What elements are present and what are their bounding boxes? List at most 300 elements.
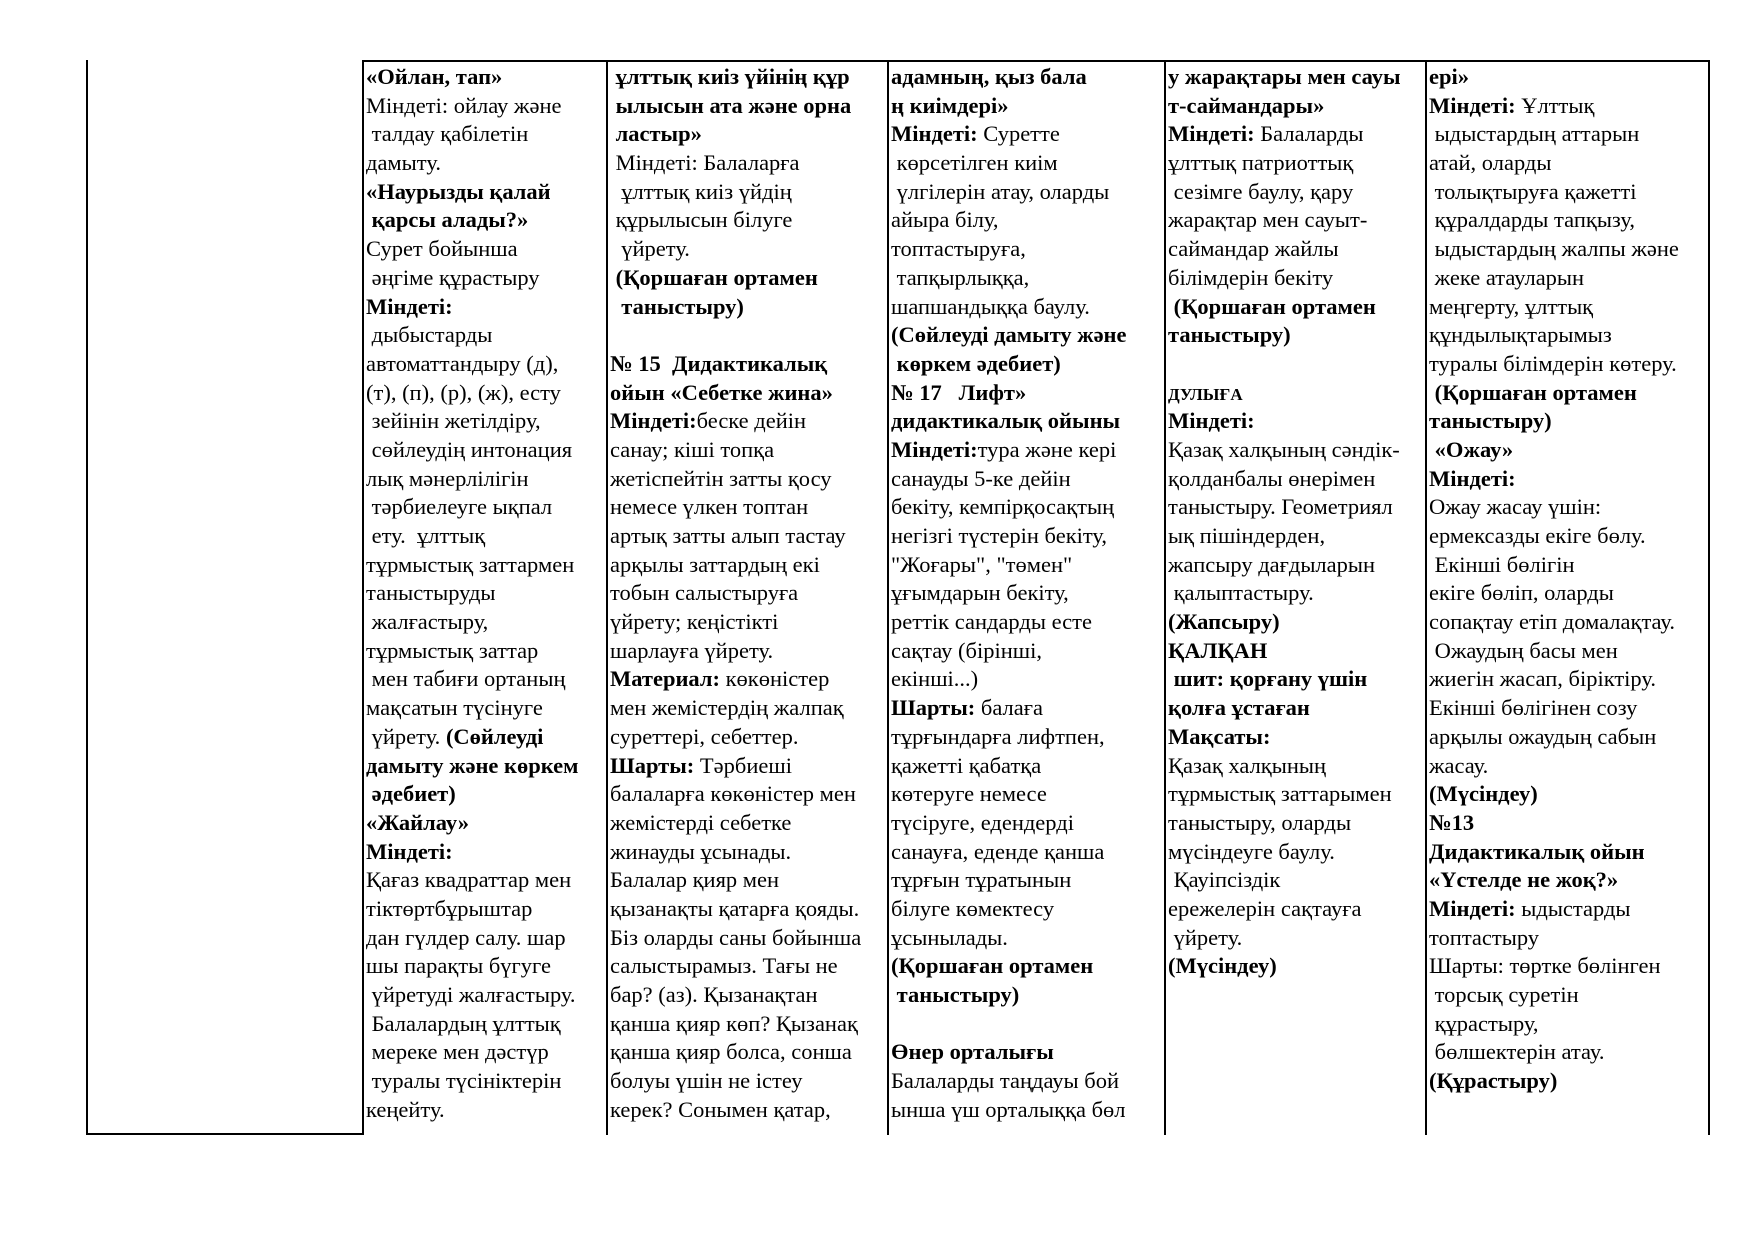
text-line [610, 981, 887, 1010]
text: талдау қабілетін [366, 121, 529, 147]
text-line [891, 1067, 1164, 1096]
text: таныстыруды [366, 580, 496, 606]
bold-text: Міндеті: [610, 408, 697, 434]
text-line [366, 551, 606, 580]
text-line [366, 952, 606, 981]
bold-text: адамның, қыз бала [891, 64, 1087, 89]
text: Қазақ халқының [1168, 752, 1327, 778]
text-line [1429, 149, 1708, 178]
text: тұрмыстық заттарымен [1168, 781, 1392, 807]
text-line [366, 264, 606, 293]
text: ету. ұлттық [366, 523, 486, 548]
bold-text: Міндеті: [1429, 895, 1522, 921]
bold-text: ластыр» [610, 121, 702, 147]
text: шапшандыққа баулу. [891, 293, 1090, 319]
text-line [366, 407, 606, 436]
text-line [1429, 120, 1708, 149]
text-line [366, 522, 606, 551]
text: реттік сандарды есте [891, 609, 1092, 635]
text-line [1429, 895, 1708, 924]
text-line [366, 637, 606, 666]
text: жалғастыру, [366, 609, 489, 635]
text: айыра білу, [891, 207, 999, 233]
text-line [366, 838, 606, 867]
text: топтастыруға, [891, 236, 1026, 262]
text: жарақтар мен сауыт- [1168, 207, 1368, 233]
text-line [1429, 92, 1708, 121]
bold-text: Өнер орталығы [891, 1039, 1054, 1065]
bold-text: ері» [1429, 64, 1470, 89]
text: тұрғындарға лифтпен, [891, 723, 1105, 749]
text: зейінін жетілдіру, [366, 408, 541, 434]
bold-text: Міндеті: [366, 838, 453, 864]
schedule-table [86, 60, 1711, 1135]
text-line [891, 235, 1164, 264]
text: бекіту, кемпірқосақтың [891, 494, 1115, 520]
text-line [1168, 178, 1425, 207]
column-divider [1425, 60, 1427, 1135]
bold-text: Міндеті: [891, 436, 978, 462]
text-line [1429, 206, 1708, 235]
bold-text: №13 [1429, 809, 1475, 835]
bold-text: таныстыру) [1168, 322, 1291, 348]
bold-text: ДУЛЫҒА [1168, 384, 1243, 404]
text: сөйлеудің интонация [366, 436, 573, 462]
text: туралы түсініктерін [366, 1068, 562, 1094]
text-line [366, 924, 606, 953]
text: суреттері, себеттер. [610, 723, 799, 749]
text: санауды 5-ке дейін [891, 465, 1071, 491]
text-line [1429, 178, 1708, 207]
text-line [610, 465, 887, 494]
bold-text: ойын «Себетке жина» [610, 379, 833, 405]
text: Сурет бойынша [366, 236, 518, 262]
text-line [610, 1038, 887, 1067]
text: "Жоғары", "төмен" [891, 551, 1073, 577]
table-border-right [1708, 60, 1710, 1135]
table-border-top [362, 60, 1710, 62]
text: Суретте [983, 121, 1060, 147]
text: дан гүлдер салу. шар [366, 924, 566, 950]
text-line [891, 436, 1164, 465]
text-line [891, 1010, 1164, 1039]
text-line [366, 866, 606, 895]
text-line [610, 493, 887, 522]
text-line [366, 694, 606, 723]
text-line [1429, 665, 1708, 694]
text-line [1429, 436, 1708, 465]
text: ұлттық патриоттық [1168, 150, 1354, 176]
text-line [891, 63, 1164, 92]
text-line [1429, 579, 1708, 608]
text-line [610, 924, 887, 953]
bold-text: ұлттық киіз үйінің құр [610, 64, 850, 89]
text: санауға, еденде қанша [891, 838, 1105, 864]
text-line [891, 665, 1164, 694]
text-line [1429, 321, 1708, 350]
text-line [366, 206, 606, 235]
text-line [1429, 1067, 1708, 1096]
text: үлгілерін атау, оларды [891, 178, 1110, 204]
text: Шарты: төртке бөлінген [1429, 953, 1661, 979]
text: үйрету; кеңістікті [610, 609, 779, 635]
text-line [1168, 293, 1425, 322]
text-line [891, 752, 1164, 781]
text-line [891, 866, 1164, 895]
text-line [1168, 206, 1425, 235]
text: тапқырлыққа, [891, 264, 1030, 290]
text-line [610, 63, 887, 92]
bold-text: (Сөйлеуді дамыту және [891, 322, 1127, 348]
text: Ожау жасау үшін: [1429, 494, 1602, 520]
text-line [891, 838, 1164, 867]
bold-text: № 17 Лифт» [891, 379, 1027, 405]
text-line [891, 206, 1164, 235]
text-line [1429, 780, 1708, 809]
text: құрылысын білуге [610, 207, 793, 233]
text: лық мәнерлілігін [366, 465, 529, 491]
text-line [1168, 264, 1425, 293]
day-column-1 [366, 63, 606, 1133]
text: тобын салыстыруға [610, 580, 799, 606]
text: сақтау (бірінші, [891, 637, 1042, 663]
text: топтастыру [1429, 924, 1540, 950]
text: қолданбалы өнерімен [1168, 465, 1376, 491]
text: Біз оларды саны бойынша [610, 924, 862, 950]
text-line [610, 895, 887, 924]
text: Қауіпсіздік [1168, 867, 1281, 893]
text: үйрету. [610, 236, 690, 262]
text: ыдыстардың аттарын [1429, 121, 1640, 147]
bold-text: таныстыру) [891, 982, 1020, 1007]
text: жасау. [1429, 752, 1489, 778]
text: Балалар қияр мен [610, 867, 780, 893]
bold-text: (Қоршаған ортамен [610, 264, 818, 290]
text-line [610, 608, 887, 637]
text: тіктөртбұрыштар [366, 895, 533, 921]
text-line [891, 924, 1164, 953]
text-line [1168, 752, 1425, 781]
text-line [366, 1067, 606, 1096]
text-line [610, 149, 887, 178]
text-line [1429, 293, 1708, 322]
text-line [610, 1067, 887, 1096]
bold-text: Міндеті: [366, 293, 453, 319]
text-line [1429, 465, 1708, 494]
text-line [891, 952, 1164, 981]
text: Екінші бөлігін [1429, 551, 1575, 577]
text-line [610, 838, 887, 867]
bold-text: ҚАЛҚАН [1168, 637, 1268, 663]
text-line [1429, 838, 1708, 867]
text-line [1168, 608, 1425, 637]
text-line [891, 694, 1164, 723]
text-line [891, 350, 1164, 379]
bold-text: (Қоршаған ортамен [891, 953, 1094, 979]
text-line [366, 149, 606, 178]
text-line [891, 780, 1164, 809]
text-line [1168, 436, 1425, 465]
text-line [1429, 493, 1708, 522]
text-line [366, 579, 606, 608]
text-line [1429, 924, 1708, 953]
text: Ұлттық [1521, 92, 1595, 118]
text-line [610, 665, 887, 694]
day-column-2 [610, 63, 887, 1133]
text: негізгі түстерін бекіту, [891, 523, 1108, 548]
text: таныстыру, оларды [1168, 809, 1352, 835]
text: тұрғын тұратынын [891, 867, 1072, 893]
bold-text: таныстыру) [1429, 408, 1552, 434]
text: Қазақ халқының сәндік- [1168, 436, 1400, 462]
bold-text: Дидактикалық ойын [1429, 838, 1645, 864]
text-line [1168, 723, 1425, 752]
text-line [1168, 838, 1425, 867]
text-line [610, 723, 887, 752]
text-line [366, 895, 606, 924]
bold-text: көркем әдебиет) [891, 350, 1061, 376]
bold-text: Шарты: [610, 752, 700, 778]
text: балаларға көкөністер мен [610, 781, 856, 807]
column-divider [362, 60, 364, 1135]
text-line [610, 350, 887, 379]
text: (т), (п), (р), (ж), есту [366, 379, 561, 405]
bold-text: «Жайлау» [366, 809, 469, 835]
text-line [1168, 522, 1425, 551]
text-line [1429, 694, 1708, 723]
text-line [610, 120, 887, 149]
text: екіге бөліп, оларды [1429, 580, 1614, 606]
text: немесе үлкен топтан [610, 494, 809, 520]
text-line [1429, 952, 1708, 981]
bold-text: (Жапсыру) [1168, 609, 1280, 635]
text-line [366, 92, 606, 121]
text-line [891, 1096, 1164, 1125]
text-line [366, 178, 606, 207]
text-line [891, 1038, 1164, 1067]
bold-text: «Наурызды қалай [366, 178, 551, 204]
text: балаға [980, 695, 1043, 721]
text: қалыптастыру. [1168, 580, 1314, 606]
text-line [366, 665, 606, 694]
bold-text: (Қоршаған ортамен [1429, 379, 1637, 405]
text-line [1168, 493, 1425, 522]
text-line [610, 293, 887, 322]
bold-text: Шарты: [891, 695, 981, 721]
bold-text: (Сөйлеуді [445, 723, 544, 749]
text-line [610, 866, 887, 895]
text-line [1429, 63, 1708, 92]
text: шы парақты бүгуге [366, 953, 551, 979]
text-line [610, 407, 887, 436]
text: салыстырамыз. Тағы не [610, 953, 838, 979]
text: ұсынылады. [891, 924, 1008, 950]
text-line [891, 120, 1164, 149]
bold-text: ң киімдері» [891, 92, 1009, 118]
bold-text: қарсы алады?» [366, 207, 529, 233]
text: Екінші бөлігінен созу [1429, 695, 1638, 721]
text: екінші...) [891, 666, 979, 692]
text-line [1168, 407, 1425, 436]
text: қажетті қабатқа [891, 752, 1042, 778]
text: Міндеті: Балаларға [610, 150, 800, 176]
text: ық пішіндерден, [1168, 523, 1326, 548]
text-line [1429, 522, 1708, 551]
text: ережелерін сақтауға [1168, 895, 1362, 921]
text-line [891, 579, 1164, 608]
text: құндылықтарымыз [1429, 322, 1612, 348]
text: саймандар жайлы [1168, 236, 1339, 262]
text-line [610, 752, 887, 781]
text-line [366, 235, 606, 264]
text-line [366, 465, 606, 494]
text-line [891, 809, 1164, 838]
text-line [1168, 637, 1425, 666]
text-line [610, 321, 887, 350]
text-line [891, 149, 1164, 178]
text-line [1168, 866, 1425, 895]
text: бар? (аз). Қызанақтан [610, 982, 818, 1007]
text: толықтыруға қажетті [1429, 178, 1637, 204]
day-column-5 [1429, 63, 1708, 1133]
text-line [891, 92, 1164, 121]
text: кеңейту. [366, 1096, 445, 1122]
text: автоматтандыру (д), [366, 350, 559, 376]
text: ыдыстарды [1521, 895, 1631, 921]
text: ұғымдарын бекіту, [891, 580, 1069, 606]
text: керек? Сонымен қатар, [610, 1096, 831, 1122]
text: мереке мен дәстүр [366, 1039, 549, 1065]
text-line [610, 379, 887, 408]
text: шарлауға үйрету. [610, 637, 774, 663]
text-line [366, 752, 606, 781]
text: беске дейін [696, 408, 807, 434]
text-line [1168, 895, 1425, 924]
text-line [891, 379, 1164, 408]
text: ынша үш орталыққа бөл [891, 1096, 1126, 1122]
text-line [891, 293, 1164, 322]
text-line [1168, 63, 1425, 92]
bold-text: дидактикалық ойыны [891, 408, 1121, 434]
text-line [1429, 866, 1708, 895]
text: жеке атауларын [1429, 264, 1585, 290]
text-line [1429, 1038, 1708, 1067]
text-line [1429, 981, 1708, 1010]
text-line [1429, 264, 1708, 293]
text: Міндеті: ойлау және [366, 92, 562, 118]
text-line [891, 264, 1164, 293]
bold-text: Міндеті: [1429, 465, 1516, 491]
text-line [891, 895, 1164, 924]
text: мақсатын түсінуге [366, 695, 543, 721]
column-divider [887, 60, 889, 1135]
text-line [610, 809, 887, 838]
text: тәрбиелеуге ықпал [366, 494, 553, 520]
text: ұлттық киіз үйдің [610, 178, 792, 204]
text-line [610, 694, 887, 723]
text-line [1429, 551, 1708, 580]
text-line [891, 637, 1164, 666]
text: дамыту. [366, 150, 441, 176]
text-line [1429, 637, 1708, 666]
bold-text: қолға ұстаған [1168, 695, 1310, 721]
text-line [366, 1038, 606, 1067]
text-line [610, 264, 887, 293]
text: көкөністер [725, 666, 830, 692]
text-line [1168, 350, 1425, 379]
text: туралы білімдерін көтеру. [1429, 350, 1677, 376]
text: білімдерін бекіту [1168, 264, 1334, 290]
text-line [1168, 924, 1425, 953]
text-line [891, 321, 1164, 350]
text-line [891, 608, 1164, 637]
text-line [366, 809, 606, 838]
text-line [366, 436, 606, 465]
text: тұрмыстық заттар [366, 637, 539, 663]
text-line [1168, 321, 1425, 350]
day-column-4 [1168, 63, 1425, 1133]
text-line [610, 551, 887, 580]
text: жетіспейтін затты қосу [610, 465, 832, 491]
bold-text: т-саймандары» [1168, 92, 1325, 118]
text-line [366, 608, 606, 637]
text-line [891, 178, 1164, 207]
bold-text: № 15 Дидактикалық [610, 350, 828, 376]
bold-text: Мақсаты: [1168, 723, 1271, 749]
text: санау; кіші топқа [610, 436, 775, 462]
bold-text: Міндеті: [1429, 92, 1522, 118]
text-line [1168, 92, 1425, 121]
text: жемістерді себетке [610, 809, 792, 835]
text-line [1429, 723, 1708, 752]
bold-text: Міндеті: [891, 121, 984, 147]
bold-text: «Ойлан, тап» [366, 64, 503, 89]
bold-text: «Ожау» [1429, 436, 1514, 462]
bold-text: Міндеті: [1168, 121, 1261, 147]
text: құрастыру, [1429, 1010, 1539, 1036]
text-line [366, 723, 606, 752]
text: жиегін жасап, біріктіру. [1429, 666, 1656, 692]
text-line [1168, 379, 1425, 408]
text: ыдыстардың жалпы және [1429, 236, 1679, 262]
bold-text: таныстыру) [610, 293, 744, 319]
bold-text: дамыту және көркем [366, 752, 579, 778]
text: мен табиғи ортаның [366, 666, 566, 692]
bold-text: (Қоршаған ортамен [1168, 293, 1376, 319]
text-line [1429, 1010, 1708, 1039]
text-line [610, 235, 887, 264]
text-line [366, 1096, 606, 1125]
bold-text: (Құрастыру) [1429, 1068, 1558, 1094]
bold-text: ылысын ата және орна [610, 92, 852, 118]
text-line [1168, 149, 1425, 178]
text-line [1168, 120, 1425, 149]
bold-text: Материал: [610, 666, 726, 692]
text: арқылы ожаудың сабын [1429, 723, 1657, 749]
empty-label-cell [88, 63, 360, 1131]
text-line [891, 465, 1164, 494]
text: үйрету. [366, 723, 446, 749]
text-line [366, 780, 606, 809]
text: сопақтау етіп домалақтау. [1429, 609, 1676, 635]
text: меңгерту, ұлттық [1429, 293, 1594, 319]
text: Балаларды [1260, 121, 1364, 147]
text-line [610, 952, 887, 981]
text: үйретуді жалғастыру. [366, 982, 576, 1007]
text-line [610, 579, 887, 608]
text-line [891, 493, 1164, 522]
bold-text: шит: қорғану үшін [1168, 666, 1368, 692]
